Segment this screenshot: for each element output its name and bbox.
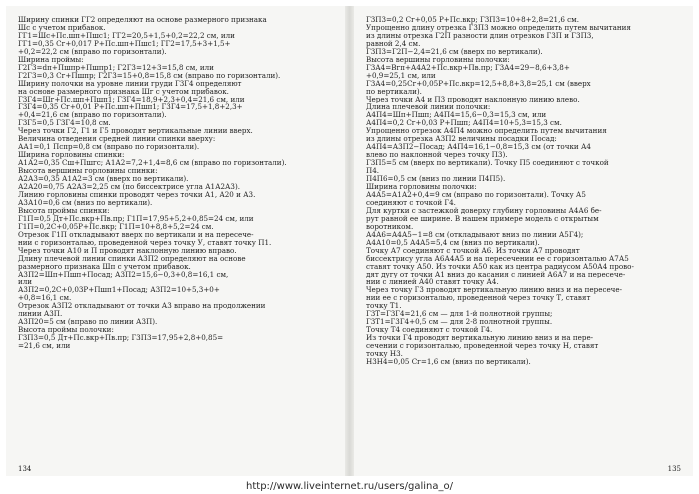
text-line: Ширина горловины полочки: — [366, 183, 477, 191]
text-line: +0,8=16,1 см. — [18, 294, 72, 303]
text-line: +0,9=25,1 см, или — [366, 71, 436, 80]
text-line: сечении с горизонталью, проведенной через точку Н, ставят — [366, 342, 599, 351]
text-line: Г3Т1=Г3Г4+0,5 см — для 2-8 полнотной группы. — [366, 318, 553, 327]
text-line: нии с линией А40 ставят точку А4. — [366, 278, 499, 287]
text-line: нии ее с горизонталью, проведенной через точку Т, ставят — [366, 294, 591, 303]
text-line: из длины отрезка А3П2 величины посадки Посад: — [366, 135, 557, 144]
text-line: +0,4=21,6 см (вправо по горизонтали). — [18, 111, 167, 120]
text-line: соединяют с точкой Г4. — [366, 198, 456, 207]
text-line: Г3А4=Вгп+А4А2+Пс.вкр+Пв.пр; Г3А4=29−8,6+3,8+ — [366, 63, 570, 72]
text-line: Через точки А4 и П3 проводят наклонную линию влево. — [366, 95, 580, 104]
text-line: Отрезок А3П2 откладывают от точки А3 вправо на продолжении — [18, 302, 266, 311]
text-line: Высота проймы спинки: — [18, 206, 110, 215]
text-line: Ширину спинки ГГ2 определяют на основе размерного признака — [18, 16, 267, 24]
text-line: +0,2=22,2 см (вправо по горизонтали). — [18, 47, 167, 56]
text-line: биссектрису угла А6А4А5 и на пересечении ее с горизонталью А7А5 — [366, 254, 629, 263]
text-line: Высота вершины горловины полочки: — [366, 55, 510, 64]
text-line: Через точку Г3 проводят вертикальную линию вниз и на пересече- — [366, 286, 623, 295]
left-page-number: 134 — [18, 465, 32, 473]
text-line: Г3А4=0,25Сг+0,05Р+Пс.вкр=12,5+8,8+3,8=25,1 см (вверх — [366, 79, 591, 88]
text-line: Ширину полочки на уровне линии груди Г3Г4 определяют — [18, 79, 242, 88]
text-line: Г1П=0,2С+0,05Р+Пс.вкр; Г1П=10+8,8+5,2=24 см. — [18, 222, 214, 231]
text-line: =21,6 см, или — [18, 342, 71, 351]
text-line: А4П4=Шп+Пшп; А4П4=15,6−0,3=15,3 см, или — [366, 111, 547, 120]
text-line: Длину плечевой линии спинки А3П2 определяют на основе — [18, 254, 246, 263]
text-line: Г3Г4=0,35 Сг+0,01 Р+Пс.шп+Пшп1; Г3Г4=17,5+1,8+2,3+ — [18, 103, 243, 112]
text-line: Длина плечевой линии полочки: — [366, 103, 491, 112]
text-line: Высота вершины горловины спинки: — [18, 167, 158, 176]
text-line: А2А3=0,35 А1А2=3 см (вверх по вертикали). — [18, 175, 189, 184]
text-line: или — [18, 278, 33, 287]
right-page — [354, 6, 693, 476]
right-page-text — [366, 16, 683, 462]
text-line: Шс с учетом прибавок. — [18, 23, 106, 32]
text-line: А4А6=А4А5−1=8 см (откладывают вниз по линии А5Г4); — [366, 230, 584, 239]
text-line: А4А5=А1А2+0,4=9 см (вправо по горизонтали). Точку А5 — [366, 190, 586, 199]
text-line: Г2Г3=dп+Пшпр+Пшпр1; Г2Г3=12+3=15,8 см, или — [18, 63, 214, 72]
book-spread — [6, 6, 693, 476]
text-line: А4П4=0,2 Сг+0,03 Р+Пшп; А4П4=10+5,3=15,3 см. — [366, 119, 562, 128]
text-line: Г3П3=Г2П−2,4=21,6 см (вверх по вертикали). — [366, 47, 543, 56]
text-line: из длины отрезка Г2П разности длин отрезков Г3П и Г3П3, — [366, 31, 594, 40]
text-line: Н3Н4=0,05 Сг=1,6 см (вниз по вертикали). — [366, 357, 531, 366]
text-line: Точку Т4 соединяют с точкой Г4. — [366, 326, 493, 335]
text-line: Через точки А10 и П проводят наклонную линию вправо. — [18, 246, 237, 255]
text-line: дят дугу от точки А1 вниз до касания с линией А6А7 и на пересече- — [366, 270, 626, 279]
text-line: Г3П5=5 см (вверх по вертикали). Точку П5 соединяют с точкой — [366, 159, 609, 168]
text-line: размерного признака Шп с учетом прибавок. — [18, 262, 191, 271]
text-line: точку Н3. — [366, 350, 403, 358]
source-url-watermark[interactable]: http://www.liveinternet.ru/users/galina_o/ — [246, 481, 453, 492]
text-line: А2А20=0,75 А2А3=2,25 см (по биссектрисе угла А1А2А3). — [18, 183, 241, 191]
text-line: Г3Г4=Шг+Пс.шп+Пшп1; Г3Г4=18,9+2,3+0,4=21,6 см, или — [18, 95, 245, 104]
left-page-text — [18, 16, 335, 462]
text-line: АА1=0,1 Пспр=0,8 см (вправо по горизонтали). — [18, 143, 200, 152]
text-line: ставят точку А50. Из точки А50 как из центра радиусом А50А4 прово- — [366, 262, 634, 271]
text-line: А3А10=0,6 см (вниз по вертикали). — [18, 198, 153, 207]
text-line: Для куртки с застежкой доверху глубину горловины А4А6 бе- — [366, 206, 602, 215]
text-line: Высота проймы полочки: — [18, 326, 114, 335]
text-line: П4. — [366, 167, 380, 176]
right-page-number: 135 — [667, 465, 681, 473]
left-page — [6, 6, 345, 476]
text-line: Через точки Г2, Г1 и Г5 проводят вертикальные линии вверх. — [18, 127, 253, 136]
text-line: П4П6=0,5 см (вниз по линии П4П5). — [366, 175, 506, 184]
text-line: воротником. — [366, 222, 414, 231]
text-line: рут равной ее ширине. В нашем примере модель с открытым — [366, 214, 599, 223]
text-line: А4А10=0,5 А4А5=5,4 см (вниз по вертикали). — [366, 238, 540, 247]
text-line: Из точки Г4 проводят вертикальную линию вниз и на пере- — [366, 334, 594, 343]
text-line: ГГ1=0,35 Сг+0,017 Р+Пс.шп+Пшс1; ГГ2=17,5+3+1,5+ — [18, 39, 231, 48]
text-line: Упрощенно длину отрезка Г3П3 можно определить путем вычитания — [366, 23, 631, 32]
text-line: А1А2=0,35 Сш+Пшгс; А1А2=7,2+1,4=8,6 см (вправо по горизонтали). — [18, 159, 287, 168]
text-line: Ширина горловины спинки: — [18, 151, 125, 160]
text-line: Величина отведения средней линии спинки вверху: — [18, 135, 216, 144]
text-line: точку Т1. — [366, 302, 402, 311]
text-line: влево по наклонной через точку П3). — [366, 151, 508, 160]
text-line: Линию горловины спинки проводят через точки А1, А20 и А3. — [18, 190, 256, 199]
text-line: ГГ1=Шс+Пс.шп+Пшс1; ГГ2=20,5+1,5+0,2=22,2 см, или — [18, 31, 235, 40]
text-line: Г1П=0,5 Дт+Пс.вкр+Пв.пр; Г1П=17,95+5,2+0,85=24 см, или — [18, 214, 254, 223]
text-line: по вертикали). — [366, 87, 422, 96]
text-line: Г2Г3=0,3 Сг+Пшпр; Г2Г3=15+0,8=15,8 см (вправо по горизонтали). — [18, 71, 281, 80]
text-line: на основе размерного признака Шг с учетом прибавок. — [18, 87, 229, 96]
text-line: линии А3П. — [18, 310, 63, 319]
text-line: Ширина проймы: — [18, 55, 84, 64]
text-line: Отрезок Г1П откладывают вверх по вертикали и на пересече- — [18, 230, 254, 239]
text-line: нии с горизонталью, проведенной через точку У, ставят точку П1. — [18, 238, 272, 247]
book-gutter — [345, 6, 354, 476]
text-line: А3П2=Шп+Пшп+Посад; А3П2=15,6−0,3+0,8=16,1 см, — [18, 270, 229, 279]
text-line: Г3Г5=0,5 Г3Г4=10,8 см. — [18, 119, 111, 128]
text-line: Г3П3=0,2 Сг+0,05 Р+Пс.вкр; Г3П3=10+8+2,8=21,6 см. — [366, 16, 579, 24]
text-line: А3П2=0,2С+0,03Р+Пшп1+Посад; А3П2=10+5,3+0+ — [18, 286, 220, 295]
text-line: Г3П3=0,5 Дт+Пс.вкр+Пв.пр; Г3П3=17,95+2,8+0,85= — [18, 334, 224, 343]
text-line: Г3Т=Г3Г4=21,6 см — для 1-й полнотной группы; — [366, 310, 553, 319]
text-line: Точку А7 соединяют с точкой А6. Из точки А7 проводят — [366, 246, 580, 255]
text-line: А4П4=А3П2−Посад; А4П4=16,1−0,8=15,3 см (от точки А4 — [366, 143, 591, 152]
text-line: равной 2,4 см. — [366, 39, 421, 48]
text-line: А3П20=5 см (вправо по линии А3П). — [18, 318, 158, 327]
text-line: Упрощенно отрезок А4П4 можно определить путем вычитания — [366, 127, 607, 136]
